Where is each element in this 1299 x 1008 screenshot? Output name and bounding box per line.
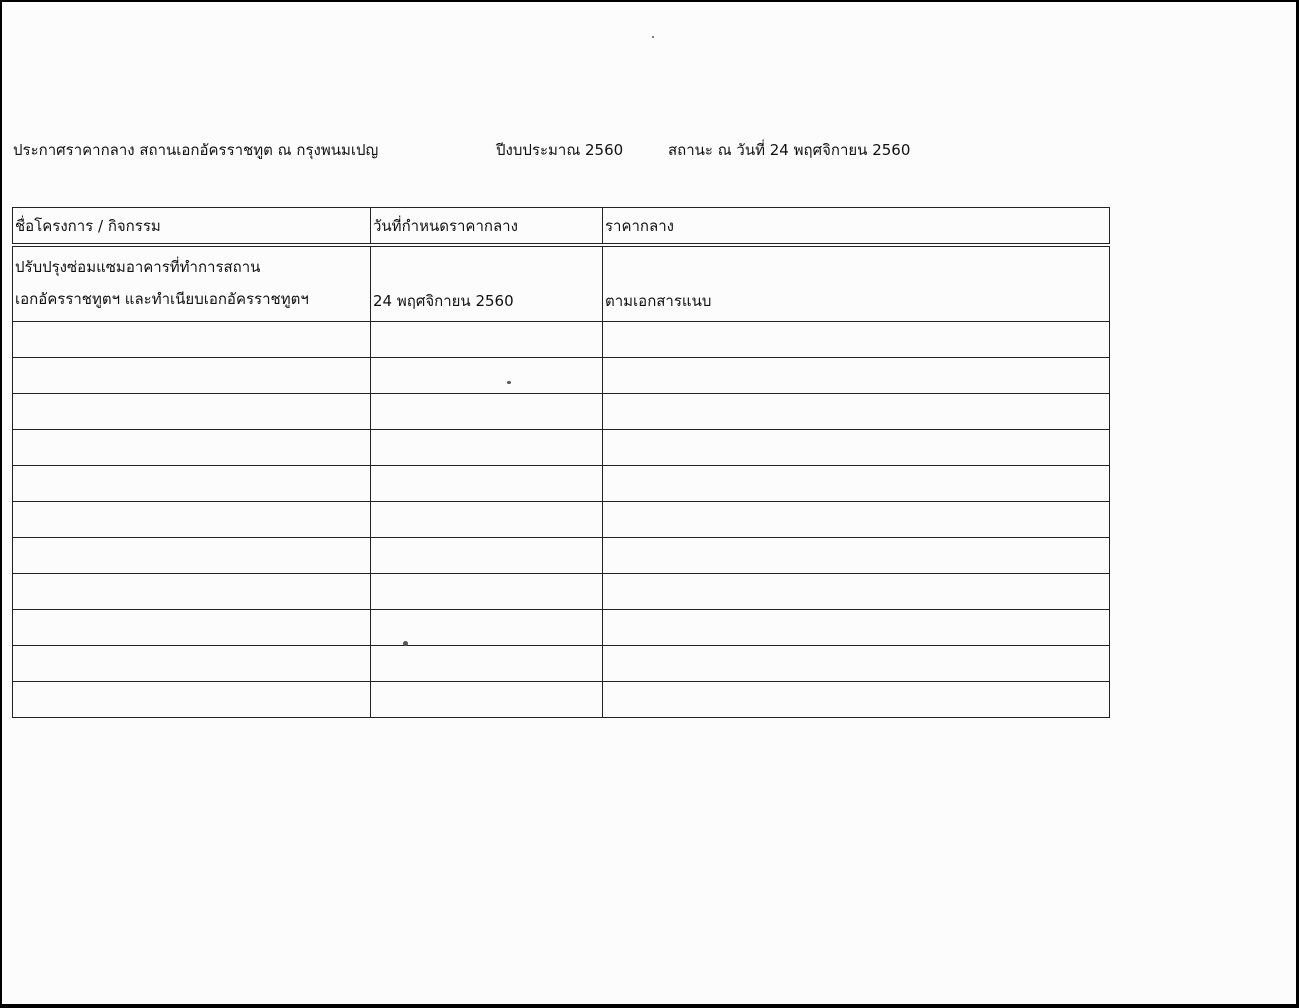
empty-cell xyxy=(13,430,371,466)
empty-cell xyxy=(371,646,603,682)
table-row xyxy=(13,646,1110,682)
empty-cell xyxy=(603,682,1110,718)
empty-cell xyxy=(13,502,371,538)
table-row xyxy=(13,574,1110,610)
table-row xyxy=(13,245,1110,322)
table-row xyxy=(13,394,1110,430)
table-row xyxy=(13,610,1110,646)
scan-border-top xyxy=(0,0,1299,2)
table-row xyxy=(13,322,1110,358)
scan-speck xyxy=(403,641,408,646)
announcement-title: ประกาศราคากลาง สถานเอกอัครราชทูต ณ กรุงพนมเปญ xyxy=(13,141,379,159)
price-value: ตามเอกสารแนบ xyxy=(605,292,712,310)
empty-cell xyxy=(13,394,371,430)
project-line: เอกอัครราชทูตฯ และทำเนียบเอกอัครราชทูตฯ xyxy=(15,290,309,308)
empty-cell xyxy=(603,322,1110,358)
table-row xyxy=(13,538,1110,574)
project-line: ปรับปรุงซ่อมแซมอาคารที่ทำการสถาน xyxy=(15,258,261,276)
empty-cell xyxy=(371,682,603,718)
empty-cell xyxy=(371,394,603,430)
status-date: สถานะ ณ วันที่ 24 พฤศจิกายน 2560 xyxy=(668,141,911,159)
date-cell xyxy=(371,245,603,322)
project-cell xyxy=(13,245,371,322)
reference-price-table xyxy=(12,207,1110,718)
column-header-project: ชื่อโครงการ / กิจกรรม xyxy=(13,208,371,246)
empty-cell xyxy=(603,466,1110,502)
empty-cell xyxy=(603,574,1110,610)
empty-cell xyxy=(603,358,1110,394)
empty-cell xyxy=(13,646,371,682)
column-header-price: ราคากลาง xyxy=(603,208,1110,246)
budget-year: ปีงบประมาณ 2560 xyxy=(496,141,624,159)
empty-cell xyxy=(603,502,1110,538)
table-row xyxy=(13,502,1110,538)
scan-speck xyxy=(652,36,654,38)
empty-cell xyxy=(13,574,371,610)
table-header-row xyxy=(13,208,1110,246)
price-cell xyxy=(603,245,1110,322)
scan-border-left xyxy=(0,0,2,1008)
empty-cell xyxy=(603,646,1110,682)
empty-cell xyxy=(371,358,603,394)
empty-cell xyxy=(371,322,603,358)
empty-cell xyxy=(603,538,1110,574)
empty-cell xyxy=(13,466,371,502)
empty-cell xyxy=(371,430,603,466)
table-row xyxy=(13,358,1110,394)
scan-speck xyxy=(507,381,511,384)
empty-cell xyxy=(371,538,603,574)
empty-cell xyxy=(603,430,1110,466)
empty-cell xyxy=(603,394,1110,430)
empty-cell xyxy=(13,538,371,574)
table-row xyxy=(13,466,1110,502)
empty-cell xyxy=(371,574,603,610)
empty-cell xyxy=(13,358,371,394)
date-value: 24 พฤศจิกายน 2560 xyxy=(373,292,514,310)
empty-cell xyxy=(603,610,1110,646)
column-header-date: วันที่กำหนดราคากลาง xyxy=(371,208,603,246)
empty-cell xyxy=(13,682,371,718)
scan-border-bottom xyxy=(0,1004,1299,1008)
table-row xyxy=(13,430,1110,466)
empty-cell xyxy=(371,502,603,538)
empty-cell xyxy=(371,466,603,502)
empty-cell xyxy=(13,610,371,646)
table-row xyxy=(13,682,1110,718)
empty-cell xyxy=(13,322,371,358)
